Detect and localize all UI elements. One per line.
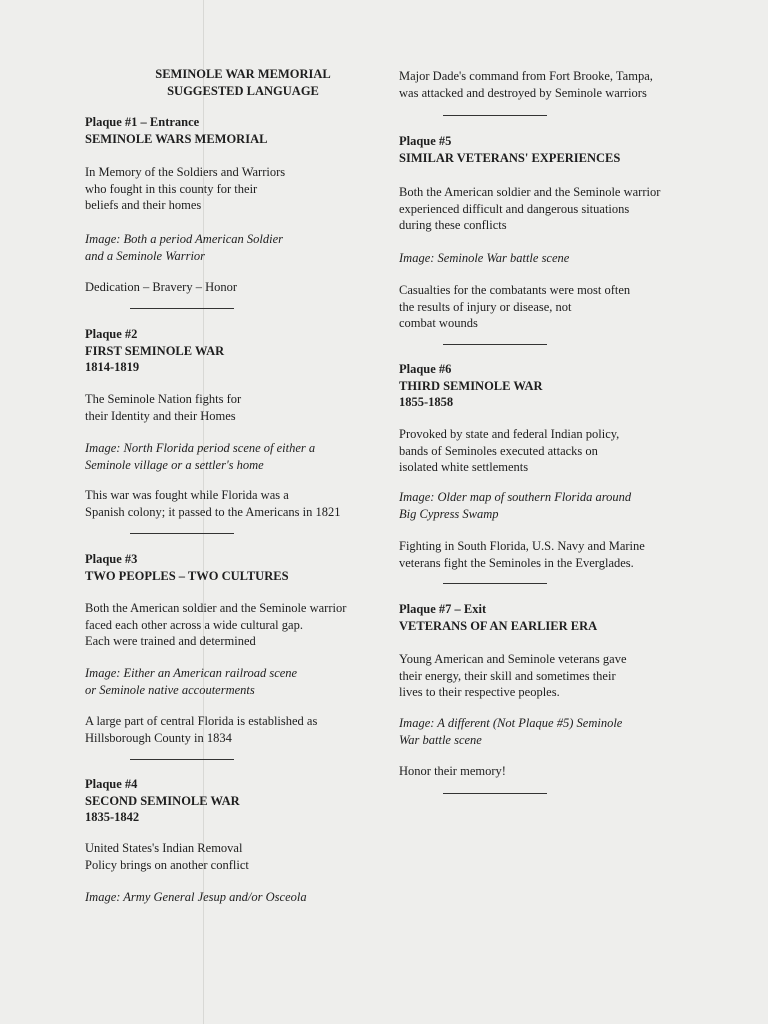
- text-line: Young American and Seminole veterans gave: [399, 652, 627, 666]
- text-line: A large part of central Florida is established as: [85, 714, 318, 728]
- text-line: Image: A different (Not Plaque #5) Seminole: [399, 716, 623, 730]
- text-line: Image: Seminole War battle scene: [399, 251, 570, 265]
- text-line: beliefs and their homes: [85, 198, 202, 212]
- text-line: Image: Either an American railroad scene: [85, 666, 298, 680]
- text-line: the results of injury or disease, not: [399, 299, 572, 314]
- plaque6-body: [399, 426, 619, 476]
- plaque2-body: [85, 391, 241, 424]
- plaque1-label: Plaque #1 – Entrance: [85, 115, 200, 129]
- divider-rule: [130, 308, 234, 309]
- text-line: was attacked and destroyed by Seminole warriors: [399, 85, 647, 100]
- plaque3-label: Plaque #3: [85, 552, 138, 566]
- text-line: Image: Both a period American Soldier: [85, 232, 283, 246]
- plaque6-heading: [399, 361, 543, 411]
- plaque5-title: SIMILAR VETERANS' EXPERIENCES: [399, 150, 621, 165]
- plaque2-image-note: [85, 440, 315, 473]
- plaque2-heading: [85, 326, 224, 376]
- plaque3-image-note: [85, 665, 297, 698]
- text-line: Major Dade's command from Fort Brooke, Tampa,: [399, 69, 653, 83]
- plaque4-body: [85, 840, 249, 873]
- plaque2-years: 1814-1819: [85, 360, 140, 374]
- plaque4-image-note: [85, 889, 307, 906]
- text-line: Image: Older map of southern Florida around: [399, 490, 632, 504]
- text-line: Casualties for the combatants were most often: [399, 283, 631, 297]
- plaque6-title: THIRD SEMINOLE WAR: [399, 378, 543, 393]
- text-line: their energy, their skill and sometimes their: [399, 668, 616, 683]
- plaque4-title: SECOND SEMINOLE WAR: [85, 793, 240, 808]
- text-line: combat wounds: [399, 316, 478, 330]
- text-line: In Memory of the Soldiers and Warriors: [85, 165, 286, 179]
- divider-rule: [130, 533, 234, 534]
- text-line: Big Cypress Swamp: [399, 506, 499, 521]
- plaque7-heading: [399, 601, 597, 634]
- divider-rule: [443, 583, 547, 584]
- plaque4-heading: [85, 776, 240, 826]
- plaque4-label: Plaque #4: [85, 777, 138, 791]
- text-line: Policy brings on another conflict: [85, 857, 249, 872]
- plaque5-note: [399, 282, 630, 332]
- text-line: lives to their respective peoples.: [399, 685, 560, 699]
- text-line: War battle scene: [399, 732, 482, 747]
- plaque6-image-note: [399, 489, 631, 522]
- plaque2-label: Plaque #2: [85, 327, 138, 341]
- text-line: United States's Indian Removal: [85, 841, 243, 855]
- text-line: their Identity and their Homes: [85, 408, 236, 423]
- plaque6-note: [399, 538, 645, 571]
- plaque5-heading: [399, 133, 620, 166]
- text-line: experienced difficult and dangerous situations: [399, 201, 630, 216]
- plaque5-label: Plaque #5: [399, 134, 452, 148]
- document-title: [85, 66, 401, 100]
- text-line: This war was fought while Florida was a: [85, 488, 289, 502]
- text-line: bands of Seminoles executed attacks on: [399, 443, 598, 458]
- plaque1-heading: [85, 114, 267, 147]
- plaque7-closing: Honor their memory!: [399, 764, 506, 778]
- plaque1-title: SEMINOLE WARS MEMORIAL: [85, 131, 268, 146]
- divider-rule: [130, 759, 234, 760]
- plaque4-note: [399, 68, 653, 101]
- text-line: Provoked by state and federal Indian policy,: [399, 427, 620, 441]
- text-line: Both the American soldier and the Seminole warrior: [85, 601, 347, 615]
- text-line: veterans fight the Seminoles in the Everglades.: [399, 555, 634, 570]
- text-line: Seminole village or a settler's home: [85, 457, 264, 472]
- plaque7-body: [399, 651, 627, 701]
- text-line: who fought in this county for their: [85, 181, 258, 196]
- plaque5-body: [399, 184, 660, 234]
- plaque2-note: [85, 487, 341, 520]
- plaque7-label: Plaque #7 – Exit: [399, 602, 487, 616]
- text-line: during these conflicts: [399, 218, 507, 232]
- text-line: Image: Army General Jesup and/or Osceola: [85, 890, 307, 904]
- plaque3-heading: [85, 551, 289, 584]
- text-line: Both the American soldier and the Seminole warrior: [399, 185, 661, 199]
- plaque1-dedication: Dedication – Bravery – Honor: [85, 280, 238, 294]
- plaque1-image-note: [85, 231, 283, 264]
- text-line: or Seminole native accouterments: [85, 682, 255, 697]
- text-line: Image: North Florida period scene of either a: [85, 441, 316, 455]
- plaque7-title: VETERANS OF AN EARLIER ERA: [399, 618, 598, 633]
- plaque5-image-note: [399, 250, 569, 267]
- text-line: Each were trained and determined: [85, 634, 256, 648]
- text-line: The Seminole Nation fights for: [85, 392, 242, 406]
- divider-rule: [443, 115, 547, 116]
- plaque3-body: [85, 600, 346, 650]
- text-line: and a Seminole Warrior: [85, 248, 206, 263]
- plaque3-title: TWO PEOPLES – TWO CULTURES: [85, 568, 289, 583]
- plaque2-title: FIRST SEMINOLE WAR: [85, 343, 225, 358]
- text-line: Fighting in South Florida, U.S. Navy and Marine: [399, 539, 645, 553]
- text-line: Spanish colony; it passed to the Americans in 1821: [85, 504, 341, 519]
- plaque6-label: Plaque #6: [399, 362, 452, 376]
- divider-rule: [443, 793, 547, 794]
- plaque4-years: 1835-1842: [85, 810, 140, 824]
- plaque7-image-note: [399, 715, 622, 748]
- plaque1-body: [85, 164, 285, 214]
- divider-rule: [443, 344, 547, 345]
- title-line-1: SEMINOLE WAR MEMORIAL: [155, 67, 331, 81]
- plaque3-note: [85, 713, 317, 746]
- title-line-2: SUGGESTED LANGUAGE: [167, 84, 319, 98]
- text-line: Hillsborough County in 1834: [85, 730, 232, 745]
- text-line: isolated white settlements: [399, 460, 529, 474]
- plaque6-years: 1855-1858: [399, 395, 454, 409]
- text-line: faced each other across a wide cultural gap.: [85, 617, 303, 632]
